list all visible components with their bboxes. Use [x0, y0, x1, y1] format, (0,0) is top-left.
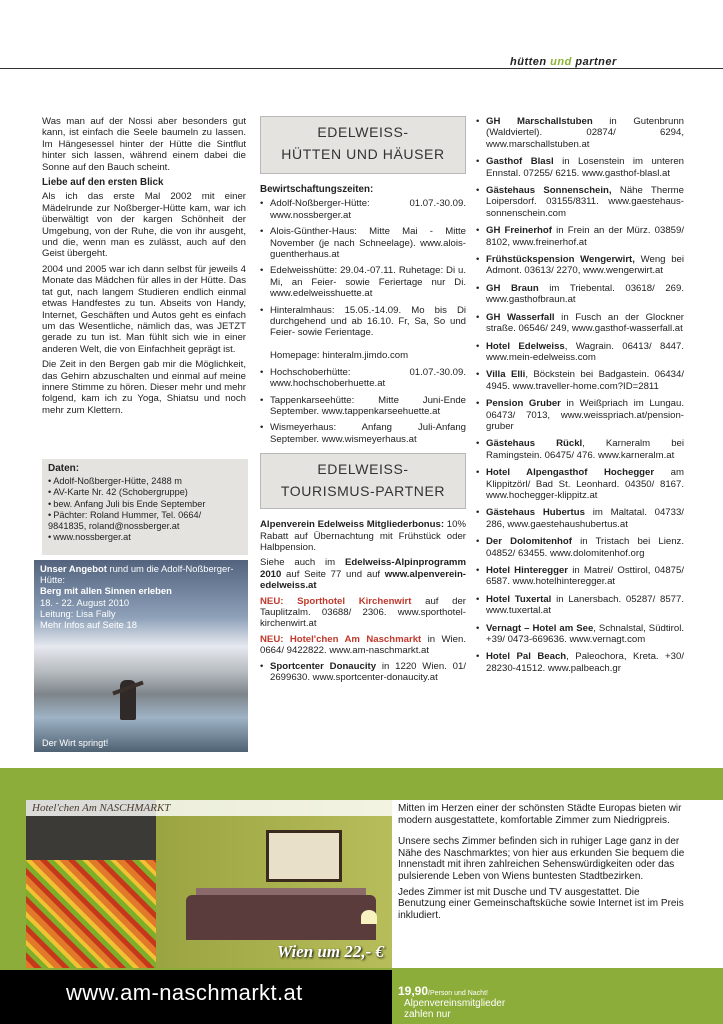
column-middle	[260, 116, 466, 688]
offer-leader: Leitung: Lisa Fally	[40, 607, 116, 619]
column-right	[476, 116, 684, 680]
jumping-person-figure	[120, 680, 136, 720]
box-title-line: TOURISMUS-PARTNER	[280, 483, 446, 500]
partner-hotel-item: • Gasthof Blasl in Losenstein im unteren Ennstal. 07255/ 6215. www.gasthof-blasl.at	[476, 156, 684, 179]
list-item: • Wismeyerhaus: Anfang Juli-Anfang September. www.wismeyerhaus.at	[260, 422, 466, 445]
partner-hotel-item: • GH Marschallstuben in Gutenbrunn (Waldviertel). 02874/ 6294, www.marschallstuben.at	[476, 116, 684, 150]
box-title-line: EDELWEISS-	[317, 124, 409, 140]
list-item: • Alois-Günther-Haus: Mitte Mai - Mitte November (je nach Schneelage). www.alois-guentherhaus.at	[260, 226, 466, 260]
paragraph: Als ich das erste Mal 2002 mit einer Mädelrunde zur Noßberger-Hütte kam, war ich überwältigt von der kargen Schönheit der Umgebung, von der Ruhe, die von ihr ausgeht, und die, wenn man es zulässt, auch auf den Geist übergeht.	[42, 191, 246, 260]
siehe-paragraph: Siehe auch im Edelweiss-Alpinprogramm 2010 auf Seite 77 und auf www.alpenverein-edelweiss.at	[260, 557, 466, 592]
list-item: • Sportcenter Donaucity in 1220 Wien. 01/ 2699630. www.sportcenter-donaucity.at	[260, 661, 466, 684]
ad-url-link[interactable]: www.am-naschmarkt.at	[66, 980, 303, 1005]
partner-hotel-item: • Hotel Hinteregger in Matrei/ Osttirol, 04875/ 6587. www.hotelhinteregger.at	[476, 565, 684, 588]
list-item: • Hochschoberhütte: 01.07.-30.09. www.hochschoberhuette.at	[260, 367, 466, 390]
partner-hotel-item: • Hotel Tuxertal in Lanersbach. 05287/ 8577. www.tuxertal.at	[476, 594, 684, 617]
ad-slogan: Wien um 22,- €	[276, 942, 384, 961]
list-item: • Adolf-Noßberger-Hütte: 01.07.-30.09. www.nossberger.at	[260, 198, 466, 221]
partner-hotel-item: • Vernagt – Hotel am See, Schnalstal, Südtirol. +39/ 0473-669636. www.vernagt.com	[476, 623, 684, 646]
box-title-line: EDELWEISS-	[317, 461, 409, 478]
data-item: • Pächter: Roland Hummer, Tel. 0664/ 9841835, roland@nossberger.at	[48, 510, 242, 532]
photo-caption: Der Wirt springt!	[42, 738, 109, 748]
data-list	[42, 476, 248, 543]
partner-hotel-item: • Gästehaus Sonnenschein, Nähe Therme Loipersdorf. 03155/8311. www.gaestehaus-sonnenschein.com	[476, 185, 684, 219]
ad-paragraph: Mitten im Herzen einer der schönsten Städte Europas bieten wir modern ausgestattete, komfortable Zimmer zum Niedrigpreis.	[398, 803, 682, 826]
lamp-icon	[361, 910, 377, 924]
hotel-logo: Hotel'chen Am NASCHMARKT	[26, 800, 392, 816]
ad-text	[398, 803, 688, 931]
partner-hotel-item: • Der Dolomitenhof in Tristach bei Lienz. 04852/ 63455. www.dolomitenhof.org	[476, 536, 684, 559]
partner-hotel-item: • Gästehaus Rückl, Karneralm bei Ramingstein. 06475/ 476. www.karneralm.at	[476, 438, 684, 461]
price-note: Alpenvereinsmitglieder zahlen nur 19,90/Person und Nacht!	[398, 984, 506, 1020]
partner-hotel-item: • GH Wasserfall in Fusch an der Glockner straße. 06546/ 249, www.gasthof-wasserfall.at	[476, 312, 684, 335]
market-produce	[26, 860, 156, 968]
partner-hotel-item: • Pension Gruber in Weißpriach im Lungau. 06473/ 7013, www.weisspriach.at/pension-gruber	[476, 398, 684, 432]
offer-title: Berg mit allen Sinnen erleben	[40, 585, 172, 597]
data-box-title: Daten:	[48, 463, 80, 474]
offer-more-info: Mehr Infos auf Seite 18	[40, 619, 137, 631]
list-item: • Edelweisshütte: 29.04.-07.11. Ruhetage: Di u. Mi, an Feier- sowie Feriertage nur Di. www.edelweisshuette.at	[260, 265, 466, 299]
brand-label: hütten und partner	[510, 56, 617, 68]
data-item: • AV-Karte Nr. 42 (Schobergruppe)	[48, 487, 242, 498]
partner-hotel-item: • Villa Elli, Böckstein bei Badgastein. 06434/ 4945. www.traveller-home.com?ID=2811	[476, 369, 684, 392]
partner-list	[260, 661, 466, 684]
bed	[186, 895, 376, 940]
column-left	[42, 116, 246, 420]
mountain-photo	[34, 560, 248, 752]
opening-times-list	[260, 198, 466, 445]
offer-date: 18. - 22. August 2010	[40, 596, 130, 608]
list-item: • Tappenkarseehütte: Mitte Juni-Ende September. www.tappenkarseehuette.at	[260, 395, 466, 418]
offer-lead-rest: rund um die Adolf-Noßberger-Hütte:	[40, 563, 234, 586]
paragraph: 2004 und 2005 war ich dann selbst für jeweils 4 Monate das Mädchen für alles in der Hütte. Das tat gut, nach langem Studieren endlich einmal etwas Handfestes zu tun. Abseits von Handy, Internet, Geschäften und Autos geht es einfach um das Wesentliche, nämlich das, was JETZT gerade zu tun ist. Man fühlt sich wie in einer anderen Welt, die von Einfachheit geprägt ist.	[42, 263, 246, 355]
data-box	[42, 459, 248, 555]
section-box-huetten	[260, 116, 466, 174]
data-item: • Adolf-Noßberger-Hütte, 2488 m	[48, 476, 242, 487]
url-bar	[0, 970, 392, 1024]
paragraph: Was man auf der Nossi aber besonders gut kann, ist einfach die Seele baumeln zu lassen. Im Hängesessel hinter der Hütte die Sintflut hinter sich lassen, während einem dabei die Sonne auf den Bauch scheint.	[42, 116, 246, 173]
partner-hotel-item: • GH Braun im Triebental. 03618/ 269. www.gasthofbraun.at	[476, 283, 684, 306]
partner-hotel-item: • Frühstückspension Wengerwirt, Weng bei Admont. 03613/ 2270, www.wengerwirt.at	[476, 254, 684, 277]
partner-hotel-item: • Hotel Pal Beach, Paleochora, Kreta. +30/ 28230-41512. www.palbeach.gr	[476, 651, 684, 674]
section-heading: Bewirtschaftungszeiten:	[260, 184, 374, 195]
offer-lead: Unser Angebot	[40, 563, 107, 574]
partner-hotel-item: • Hotel Edelweiss, Wagrain. 06413/ 8447. www.mein-edelweiss.com	[476, 341, 684, 364]
list-item: • Hinteralmhaus: 15.05.-14.09. Mo bis Di durchgehend und ab 16.10. Fr, Sa, So und Feier- sowie Ferientage. Homepage: hinteralm.jimdo.com	[260, 305, 466, 362]
ad-paragraph: Jedes Zimmer ist mit Dusche und TV ausgestattet. Die Benutzung einer Gemeinschaftsküche sowie Internet ist im Preis inkludiert.	[398, 886, 684, 921]
ad-paragraph: Unsere sechs Zimmer befinden sich in ruhiger Lage ganz in der Nähe des Naschmarktes; von hier aus erkunden Sie bequem die Innenstadt mit ihren zahlreichen Sehenswürdigkeiten oder das pulsierende Leben von Wiens buntesten Stadtbezirken.	[398, 836, 685, 882]
paragraph: Die Zeit in den Bergen gab mir die Möglichkeit, das Gehirn abzuschalten und einmal auf meine innere Stimme zu hören. Dieser mehr und mehr folgend, kam ich zu Yoga, Shiatsu und noch mehr zum Klettern.	[42, 359, 246, 416]
data-item: • bew. Anfang Juli bis Ende September	[48, 499, 242, 510]
section-box-partner	[260, 453, 466, 509]
wall-picture	[266, 830, 342, 882]
box-title-line: HÜTTEN UND HÄUSER	[281, 146, 445, 162]
homepage-note: Homepage: hinteralm.jimdo.com	[270, 350, 409, 362]
header-rule	[0, 68, 723, 69]
partner-hotels-list	[476, 116, 684, 674]
new-partner-naschmarkt: NEU: Hotel'chen Am Naschmarkt in Wien. 0664/ 9422822. www.am-naschmarkt.at	[260, 633, 466, 657]
partner-hotel-item: • Gästehaus Hubertus im Maltatal. 04733/ 286, www.gaestehaushubertus.at	[476, 507, 684, 530]
section-heading: Liebe auf den ersten Blick	[42, 177, 164, 189]
offer-overlay	[40, 563, 240, 630]
price-bar	[392, 970, 723, 1024]
hotel-photo	[26, 800, 392, 968]
partner-hotel-item: • Hotel Alpengasthof Hochegger am Klippitzörl/ Bad St. Leonhard. 04350/ 8167. www.hochegger-klippitz.at	[476, 467, 684, 501]
partner-hotel-item: • GH Freinerhof in Frein an der Mürz. 03859/ 8102, www.freinerhof.at	[476, 225, 684, 248]
bonus-paragraph: Alpenverein Edelweiss Mitgliederbonus: 10% Rabatt auf Übernachtung mit Frühstück oder Halbpension.	[260, 519, 466, 553]
new-partner-kirchenwirt: NEU: Sporthotel Kirchenwirt auf der Tauplitzalm. 03688/ 2306. www.sporthotel-kirchenwirt.at	[260, 595, 466, 630]
data-item: • www.nossberger.at	[48, 532, 242, 543]
